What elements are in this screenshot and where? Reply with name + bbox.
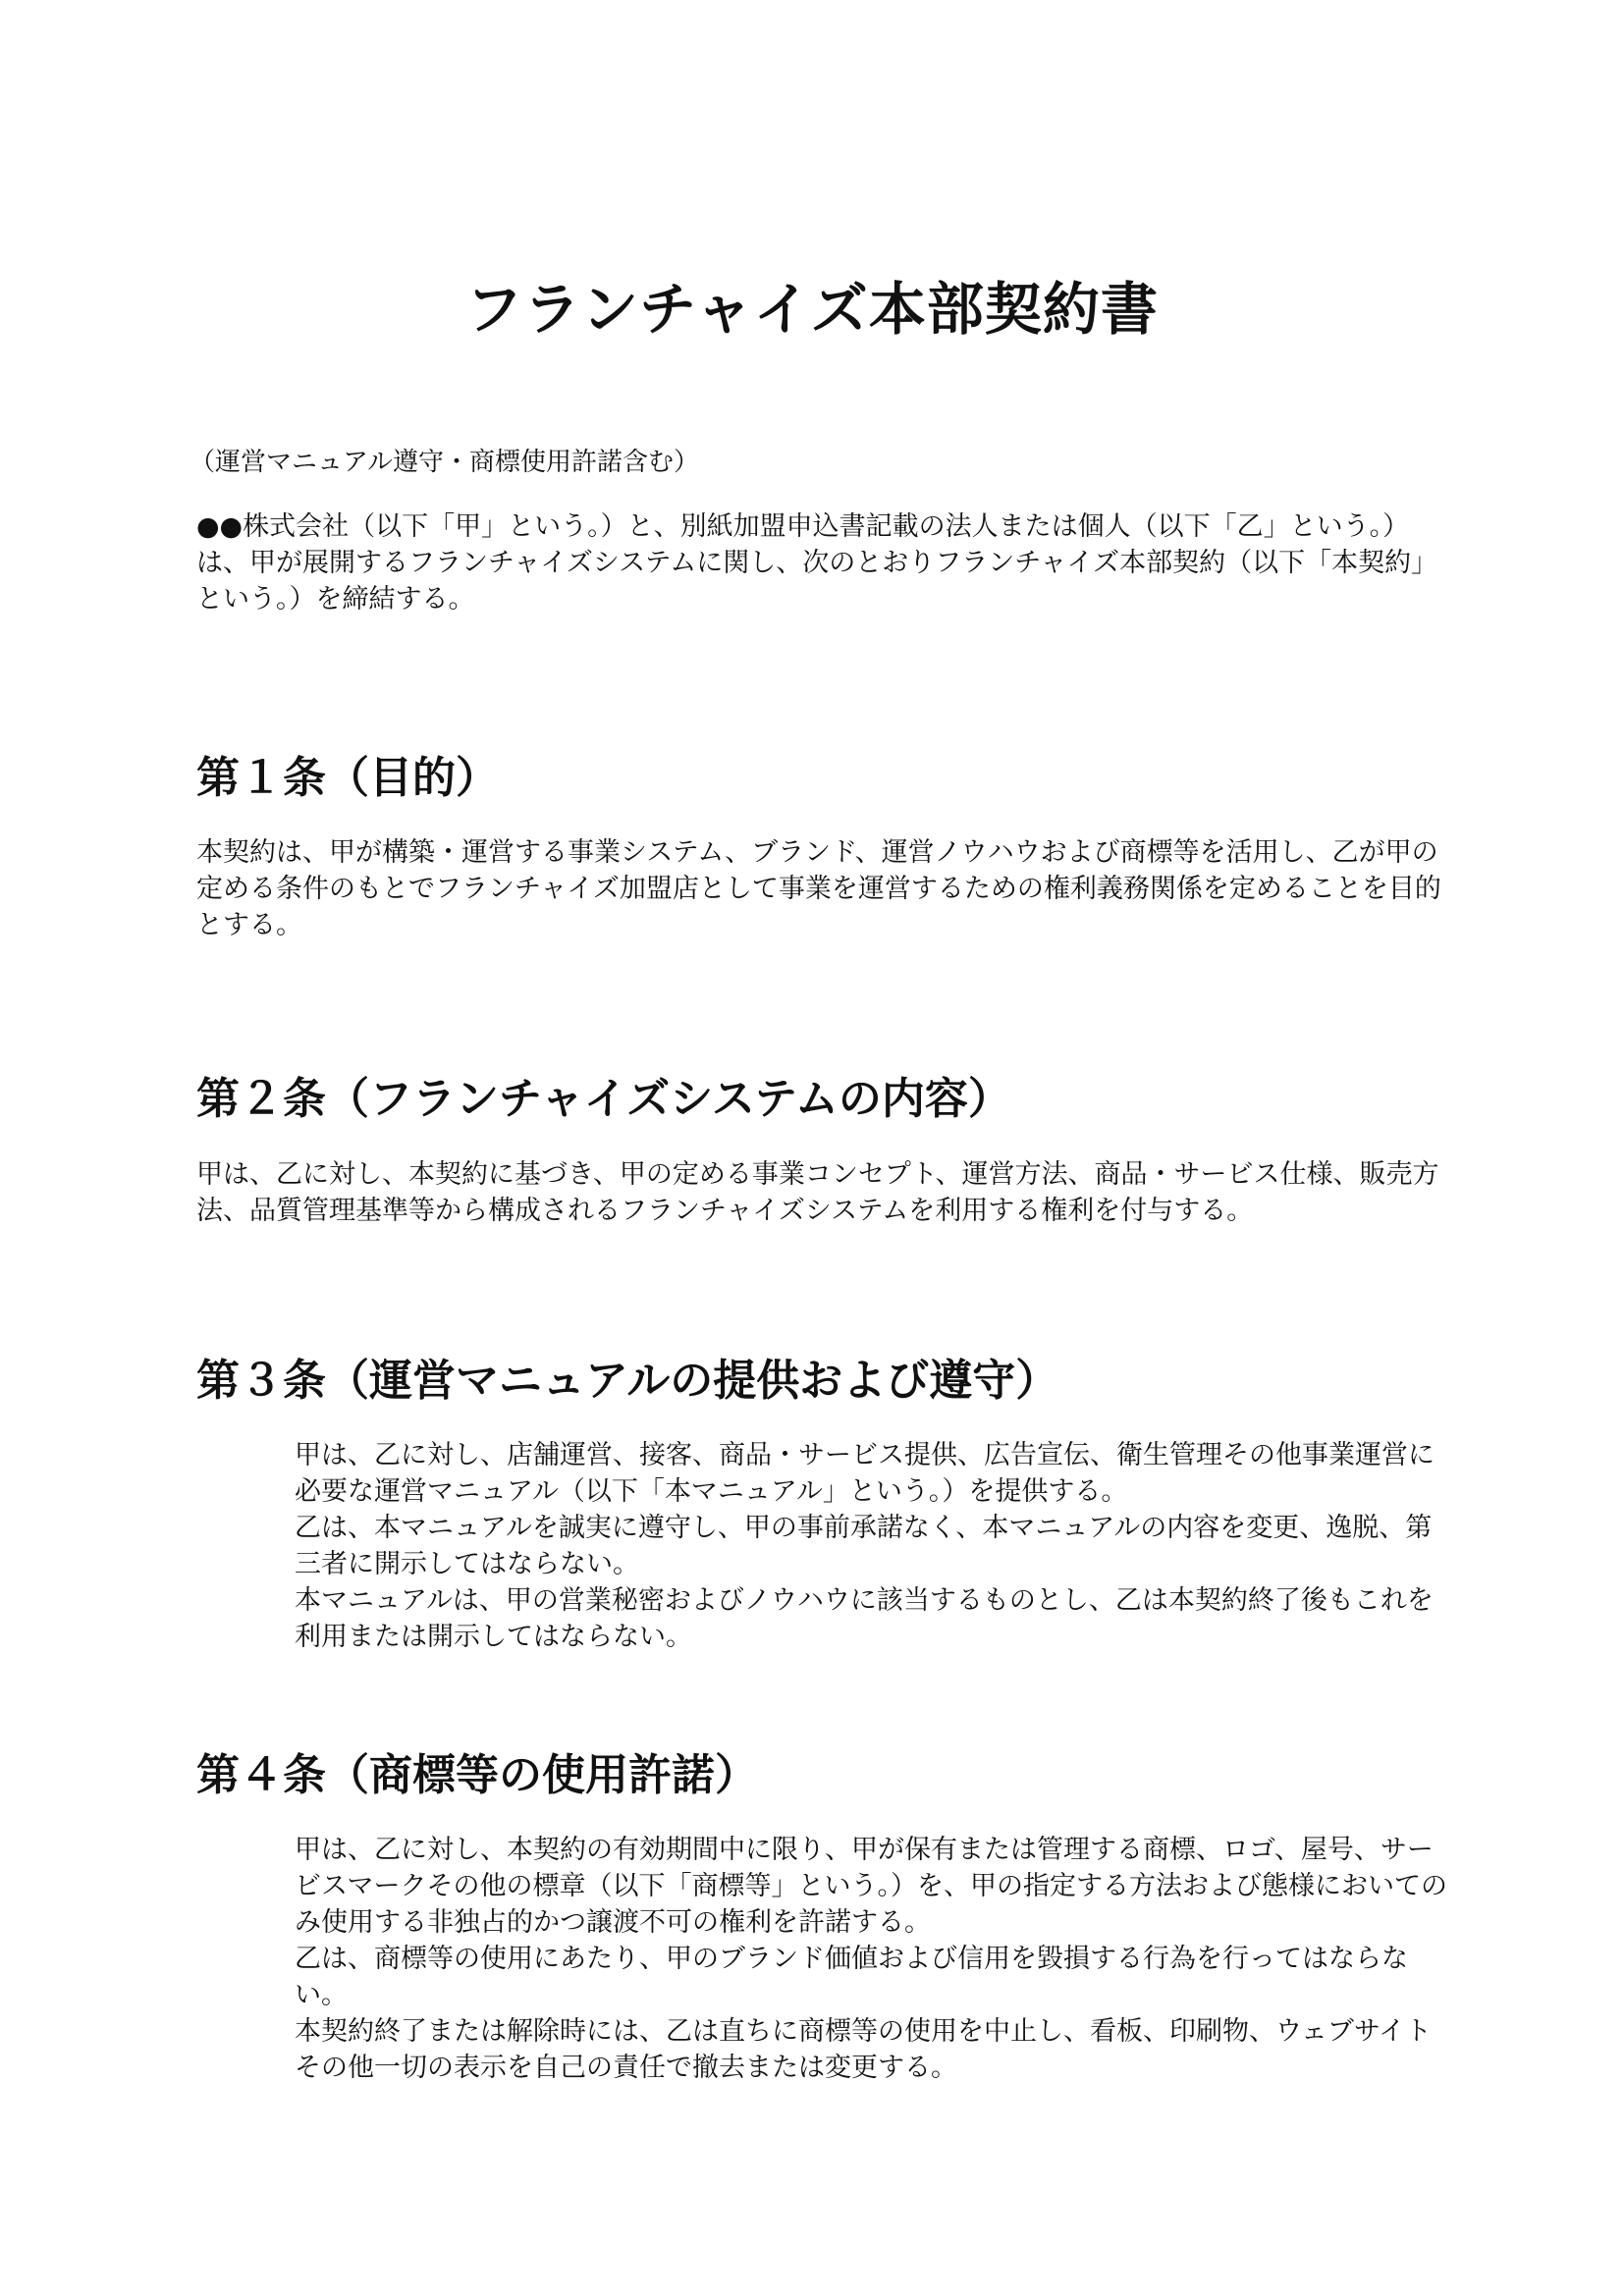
article-1-heading: 第１条（目的） (196, 753, 499, 803)
article-4-item-1: 甲は、乙に対し、本契約の有効期間中に限り、甲が保有または管理する商標、ロゴ、屋号、サービスマークその他の標章（以下「商標等」という。）を、甲の指定する方法および態様においてのみ使用する非独占的かつ譲渡不可の権利を許諾する。 (295, 1835, 1447, 1938)
article-4-item-2: 乙は、商標等の使用にあたり、甲のブランド価値および信用を毀損する行為を行ってはならない。 (295, 1944, 1408, 2010)
article-3-item-1: 甲は、乙に対し、店舗運営、接客、商品・サービス提供、広告宣伝、衛生管理その他事業運営に必要な運営マニュアル（以下「本マニュアル」という。）を提供する。 (295, 1440, 1435, 1507)
article-2-heading: 第２条（フランチャイズシステムの内容） (196, 1074, 1011, 1124)
article-4-heading: 第４条（商標等の使用許諾） (196, 1750, 758, 1800)
article-1-body: 本契約は、甲が構築・運営する事業システム、ブランド、運営ノウハウおよび商標等を活用し、乙が甲の定める条件のもとでフランチャイズ加盟店として事業を運営するための権利義務関係を定めることを目的とする。 (196, 837, 1441, 940)
article-3-heading: 第３条（運営マニュアルの提供および遵守） (196, 1356, 1059, 1406)
article-3-item-2: 乙は、本マニュアルを誠実に遵守し、甲の事前承諾なく、本マニュアルの内容を変更、逸脱、第三者に開示してはならない。 (295, 1513, 1433, 1579)
intro-paragraph: ●●株式会社（以下「甲」という。）と、別紙加盟申込書記載の法人または個人（以下「乙」という。）は、甲が展開するフランチャイズシステムに関し、次のとおりフランチャイズ本部契約（以下「本契約」という。）を締結する。 (196, 511, 1438, 614)
article-2-body: 甲は、乙に対し、本契約に基づき、甲の定める事業コンセプト、運営方法、商品・サービス仕様、販売方法、品質管理基準等から構成されるフランチャイズシステムを利用する権利を付与する。 (196, 1159, 1439, 1226)
document-title: フランチャイズ本部契約書 (465, 276, 1159, 343)
article-3-items (295, 1437, 1453, 1655)
document-subtitle: （運営マニュアル遵守・商標使用許諾含む） (189, 448, 699, 477)
article-4-item-3: 本契約終了または解除時には、乙は直ちに商標等の使用を中止し、看板、印刷物、ウェブサイトその他一切の表示を自己の責任で撤去または変更する。 (295, 2016, 1433, 2083)
article-4-items (295, 1832, 1453, 2086)
article-3-item-3: 本マニュアルは、甲の営業秘密およびノウハウに該当するものとし、乙は本契約終了後もこれを利用または開示してはならない。 (295, 1585, 1434, 1652)
